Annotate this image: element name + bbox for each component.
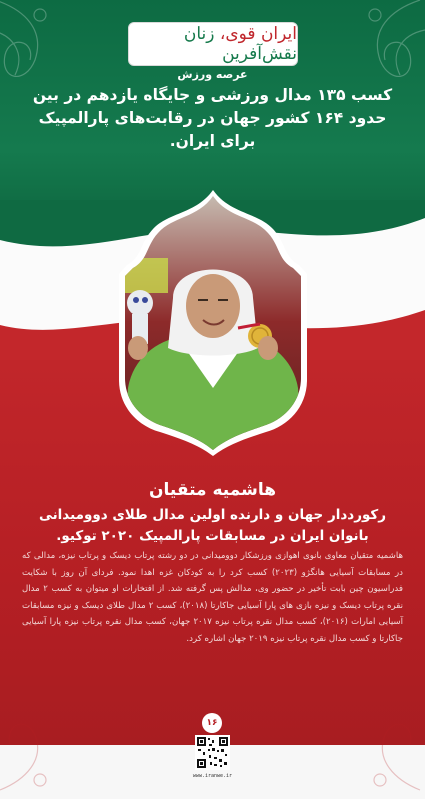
- headline: کسب ۱۳۵ مدال ورزشی و جایگاه یازدهم در بین حدود ۱۶۴ کشور جهان در رقابت‌های پارالمپیک برای ایران.: [32, 86, 393, 150]
- ornament-bottom-right: [350, 700, 425, 799]
- logo-part-2: زنان نقش‌آفرین: [183, 24, 297, 64]
- biography-text: هاشمیه متقیان معاوی بانوی اهوازی ورزشکار دوومیدانی در دو رشته پرتاب دیسک و پرتاب نیزه، مدالی که در مسابقات آسیایی هانگژو (۲۰۲۳) کسب کرد را به کودکان غزه اهدا نمود. فردای آن روز با شکایت فدراسیون چین بابت تأخیر در حضور وی، مدالش پس گرفته شد. از افتخارات او میتوان به کسب ۲ مدال نقره پرتاب دیسک و نیزه بازی های پارا آسیایی جاکارتا (۲۰۱۸)، کسب ۲ مدال طلای دیسک و نیزه مسابقات آسیایی امارات (۲۰۱۶)، کسب مدال نقره پرتاب نیزه ۲۰۱۷ جهان، کسب مدال نقره پرتاب نیزه پارا آسیایی جاکارتا و کسب مدال نقره پرتاب نیزه ۲۰۱۹ جهان اشاره کرد.: [22, 551, 403, 644]
- section-label: عرصه ورزش: [177, 68, 248, 81]
- page-number: ۱۶: [202, 713, 222, 733]
- ornament-bottom-left: [0, 700, 70, 799]
- campaign-logo: [128, 22, 298, 66]
- logo-part-1: ایران قوی،: [219, 24, 297, 44]
- athlete-photo: [118, 188, 308, 456]
- website-url[interactable]: www.iranwe.ir: [192, 773, 233, 779]
- athlete-subtitle: رکورددار جهان و دارنده اولین مدال طلای دوومیدانی بانوان ایران در مسابقات پارالمپیک ۲۰۲۰ توکیو.: [38, 507, 387, 544]
- athlete-name: هاشمیه متقیان: [149, 480, 276, 500]
- qr-code[interactable]: [195, 735, 230, 770]
